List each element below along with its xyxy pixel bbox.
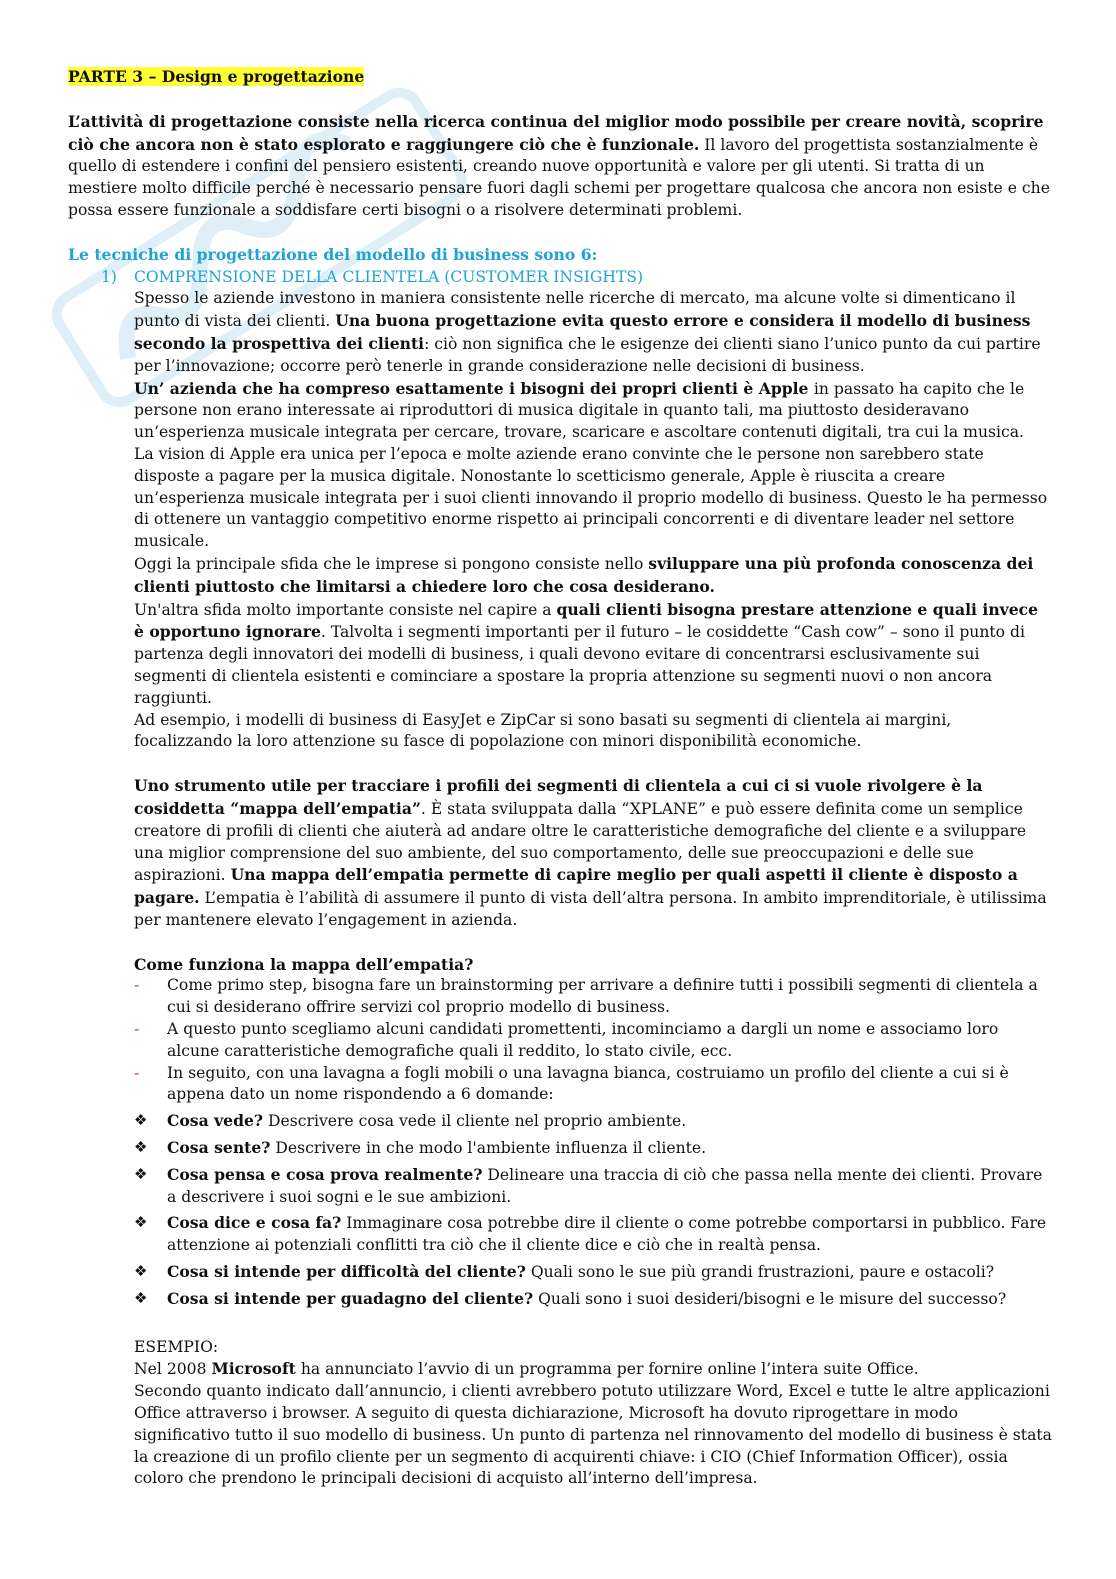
technique-1-body xyxy=(134,288,1052,975)
example-line-1: Nel 2008 Microsoft ha annunciato l’avvio di un programma per fornire online l’intera suite Office. xyxy=(134,1359,919,1379)
list-item: - Come primo step, bisogna fare un brainstorming per arrivare a definire tutti i possibili segmenti di clientela a cui si desiderano offrire servizi col proprio modello di business. xyxy=(134,976,1038,1017)
steps-list xyxy=(134,975,1052,1106)
techniques-heading: Le tecniche di progettazione del modello di business sono 6: xyxy=(68,244,598,264)
diamond-bullet-icon: ❖ xyxy=(134,1138,148,1157)
diamond-bullet-icon: ❖ xyxy=(134,1262,148,1281)
technique-item-1: 1) COMPRENSIONE DELLA CLIENTELA (CUSTOMER INSIGHTS) xyxy=(101,267,644,286)
list-item: ❖ Cosa dice e cosa fa? Immaginare cosa potrebbe dire il cliente o come potrebbe comportarsi in pubblico. Fare attenzione ai potenziali conflitti tra ciò che il cliente dice e ciò che in realtà pensa. xyxy=(134,1213,1047,1255)
example-label: ESEMPIO: xyxy=(134,1337,219,1356)
questions-list xyxy=(134,1110,1052,1310)
example-line-2: Secondo quanto indicato dall’annuncio, i clienti avrebbero potuto utilizzare Word, Excel e tutte le altre applicazioni Office attraverso i browser. A seguito di questa dichiarazione, Microsoft ha dovuto riprogettare in modo significativo tutto il suo modello di business. Un punto di partenza nel rinnovamento del modello di business è stata la creazione di un profilo cliente per un segmento di acquirenti chiave: i CIO (Chief Information Officer), ossia coloro che prendono le principali decisioni di acquisto all’interno dell’impresa. xyxy=(134,1382,1052,1488)
list-item: ❖ Cosa vede? Descrivere cosa vede il cliente nel proprio ambiente. xyxy=(134,1111,687,1131)
diamond-bullet-icon: ❖ xyxy=(134,1288,148,1307)
list-item: ❖ Cosa si intende per difficoltà del cliente? Quali sono le sue più grandi frustrazioni, paure e ostacoli? xyxy=(134,1262,995,1282)
list-item: ❖ Cosa sente? Descrivere in che modo l'ambiente influenza il cliente. xyxy=(134,1138,707,1158)
list-item: ❖ Cosa si intende per guadagno del cliente? Quali sono i suoi desideri/bisogni e le misure del successo? xyxy=(134,1288,1007,1308)
paragraph-apple-vision: La vision di Apple era unica per l’epoca e molte aziende erano convinte che le persone non sarebbero state disposte a pagare per la musica digitale. Nonostante lo scetticismo generale, Apple è riuscita a creare un’esperienza musicale integrata per i suoi clienti innovando il proprio modello di business. Questo le ha permesso di ottenere un vantaggio competitivo enorme rispetto ai principali concorrenti e di diventare leader nel settore musicale. xyxy=(134,444,1048,551)
paragraph-challenge-2: Un'altra sfida molto importante consiste nel capire a quali clienti bisogna prestare attenzione e quali invece è opportuno ignorare. Talvolta i segmenti importanti per il futuro – le cosiddette “Cash cow” – sono il punto di partenza degli innovatori dei modelli di business, i quali devono evitare di concentrarsi esclusivamente sui segmenti di clientela esistenti e cominciare a spostare la propria attenzione su segmenti nuovi o non ancora raggiunti. xyxy=(134,599,1039,707)
document-page xyxy=(68,66,1052,1490)
example-block xyxy=(134,1337,1052,1491)
paragraph-research: Spesso le aziende investono in maniera consistente nelle ricerche di mercato, ma alcune volte si dimenticano il punto di vista dei clienti. Una buona progettazione evita questo errore e considera il modello di business secondo la prospettiva dei clienti: ciò non significa che le esigenze dei clienti siano l’unico punto da cui partire per l’innovazione; occorre però tenerle in grande considerazione nelle decisioni di business. xyxy=(134,289,1041,375)
paragraph-apple: Un’ azienda che ha compreso esattamente i bisogni dei propri clienti è Apple in passato ha capito che le persone non erano interessate ai riproduttori di musica digitale in quanto tali, ma piuttosto desideravano un’esperienza musicale integrata per cercare, trovare, scaricare e ascoltare contenuti digitali, tra cui la musica. xyxy=(134,378,1025,442)
intro-paragraph: L’attività di progettazione consiste nella ricerca continua del miglior modo possibile per creare novità, scoprire ciò che ancora non è stato esplorato e raggiungere ciò che è funzionale. Il lavoro del progettista sostanzialmente è quello di estendere i confini del pensiero esistenti, creando nuove opportunità e valore per gli utenti. Si tratta di un mestiere molto difficile perché è necessario pensare fuori dagli schemi per progettare qualcosa che ancora non esiste e che possa essere funzionale a soddisfare certi bisogni o a risolvere determinati problemi. xyxy=(68,111,1050,219)
paragraph-challenge-1: Oggi la principale sfida che le imprese si pongono consiste nello sviluppare una più profonda conoscenza dei clienti piuttosto che limitarsi a chiedere loro che cosa desiderano. xyxy=(134,553,1034,596)
list-item: ❖ Cosa pensa e cosa prova realmente? Delineare una traccia di ciò che passa nella mente dei clienti. Provare a descrivere i suoi sogni e le sue ambizioni. xyxy=(134,1164,1043,1206)
diamond-bullet-icon: ❖ xyxy=(134,1213,148,1232)
section-title: PARTE 3 – Design e progettazione xyxy=(68,67,365,86)
diamond-bullet-icon: ❖ xyxy=(134,1111,148,1130)
paragraph-easyjet: Ad esempio, i modelli di business di EasyJet e ZipCar si sono basati su segmenti di clientela ai margini, focalizzando la loro attenzione su fasce di popolazione con minori disponibilità economiche. xyxy=(134,710,952,751)
paragraph-empathy-map: Uno strumento utile per tracciare i profili dei segmenti di clientela a cui ci si vuole rivolgere è la cosiddetta “mappa dell’empatia”. È stata sviluppata dalla “XPLANE” e può essere definita come un semplice creatore di profili di clienti che aiuterà ad andare oltre le caratteristiche demografiche del cliente e a sviluppare una miglior comprensione del suo ambiente, del suo comportamento, delle sue preoccupazioni e delle sue aspirazioni. Una mappa dell’empatia permette di capire meglio per quali aspetti il cliente è disposto a pagare. L’empatia è l’abilità di assumere il punto di vista dell’altra persona. In ambito imprenditoriale, è utilissima per mantenere elevato l’engagement in azienda. xyxy=(134,776,1047,929)
diamond-bullet-icon: ❖ xyxy=(134,1164,148,1183)
list-item: - In seguito, con una lavagna a fogli mobili o una lavagna bianca, costruiamo un profilo del cliente a cui si è appena dato un nome rispondendo a 6 domande: xyxy=(134,1063,1009,1104)
how-heading: Come funziona la mappa dell’empatia? xyxy=(134,954,474,974)
list-item: - A questo punto scegliamo alcuni candidati promettenti, incominciamo a dargli un nome e associamo loro alcune caratteristiche demografiche quali il reddito, lo stato civile, ecc. xyxy=(134,1020,999,1060)
